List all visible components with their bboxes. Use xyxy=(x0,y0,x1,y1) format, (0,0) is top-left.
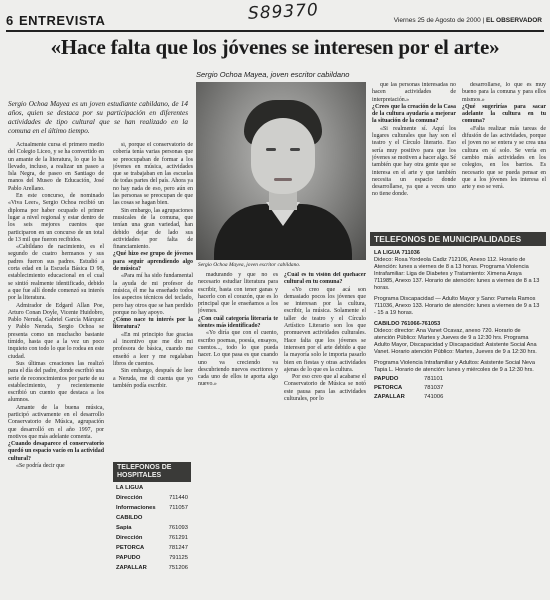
paragraph: «En mi principio fue gracias al incentivo que me dio mi profesora de básica, cuando me enseñó a leer y me regalaban libros de cuentos. xyxy=(113,331,193,367)
municipality-name: LA LIGUA 711036 xyxy=(374,250,420,256)
municipality-phone: 761066-761053 xyxy=(401,321,441,327)
interview-question: ¿Con cuál categoría literaria te sientes más identificado? xyxy=(198,315,278,330)
hospital-name: PAPUDO xyxy=(116,555,141,561)
hospital-name: ZAPALLAR xyxy=(116,565,147,571)
hospital-phone-row xyxy=(113,495,191,502)
municipality-name: PAPUDO xyxy=(374,376,399,382)
paragraph: desarrollarse, lo que es muy bueno para la comuna y para ellos mismos.» xyxy=(462,82,546,103)
municipal-entry xyxy=(370,321,546,356)
interview-question: ¿Cómo nace tu interés por la literatura? xyxy=(113,317,193,331)
municipality-phone: 781101 xyxy=(424,376,443,382)
photo-eye xyxy=(266,148,276,151)
hospital-name: LA LIGUA xyxy=(116,485,144,491)
hospital-phone-row xyxy=(113,515,191,522)
municipal-entry xyxy=(370,250,546,292)
hospital-phone: 791125 xyxy=(169,555,188,561)
paragraph: «Se podría decir que xyxy=(16,463,65,470)
hospital-phone: 711440 xyxy=(169,495,188,501)
photo-face xyxy=(251,118,315,194)
municipal-phones-list xyxy=(370,250,546,401)
hospital-name: Dirección xyxy=(116,535,143,541)
paragraph: «Cabildano de nacimiento, es el segundo de cuatro hermanos y sus padres fueron sus padres. Estudió a corta edad en la Escuela Básica D 98, establecimiento educacional en el cual se sintió realmente identificado, debido a que fue allí donde comenzó su interés por la literatura. xyxy=(8,244,104,302)
hospital-phone-row xyxy=(113,505,191,512)
paragraph: Sus últimas creaciones las realizó para el día del padre, donde escribió una serie de reconocimientos por parte de su establecimiento, y recientemente escribió un cuento que destaca a los alumnos. xyxy=(8,360,104,404)
paragraph: madurando y que no es necesario estudiar literatura para escribir, basta con tener ganas y hacerlo con el corazón, que es lo principal que le enseñamos a los jóvenes. xyxy=(198,272,278,315)
hospital-phone-row xyxy=(113,485,191,492)
article-lead: Sergio Ochoa Mayea es un joven estudiante cabildano, de 14 años, quien se destaca por su participación en diferentes actividades de tipo cultural que se han realizado en la comuna en el último tiempo. xyxy=(8,100,188,135)
paragraph: Admirador de Edgard Allan Poe, Arturo Conan Doyle, Vicente Huidobro, Pablo Neruda, Gabriel García Márquez y Pablo Neruda, Sergio Ochoa se presenta como un muchacho bastante tímido, hasta que a la vez un poco inquieto con todo lo que lo rodea en este ciudad. xyxy=(8,302,104,360)
municipality-name: CABILDO 761066-761053 xyxy=(374,321,441,327)
paragraph: Amante de la buena música, participó activamente en el desarrollo Conservatorio de Música, agrupación que desarrolló en el año 1997, por motivos que más adelante comenta. xyxy=(8,404,104,440)
hospital-name: PETORCA xyxy=(116,545,145,551)
interview-question: ¿Qué sugerirías para sacar adelante la cultura en tu comuna? xyxy=(462,103,546,125)
article-column-3b xyxy=(284,272,366,598)
paragraph: «Yo creo que acá son demasiado pocos los jóvenes que se interesan por la cultura, escribir, la música. Solamente el taller de teatro y el Círculo Artístico Literario son los que promueven actividades culturales. Hace falta que los jóvenes se interesen por el arte debido a que la mayoría solo le importa pasarlo bien en fiestas y otras actividades ajenas de lo que es la cultura. xyxy=(284,286,366,373)
paragraph: sí, porque el conservatorio de cobería tenía varias personas que se preocupaban de formar a los jóvenes en música, actividades que se trabajaban en las escuelas de todas partes del país. Ahora ya no hay nada de eso, pero aún en las personas se preocupan de que las cosas se hagan bien. xyxy=(113,142,193,207)
portrait-photo xyxy=(196,82,366,260)
hospital-phone-row xyxy=(113,535,191,542)
municipal-phones-box xyxy=(370,232,546,577)
hospital-name: Informaciones xyxy=(116,505,156,511)
photo-eye xyxy=(290,148,300,151)
municipal-entry xyxy=(370,360,546,374)
hospital-phone-row xyxy=(113,545,191,552)
newspaper-name: EL OBSERVADOR xyxy=(486,17,542,24)
municipality-name: ZAPALLAR xyxy=(374,394,405,400)
hospital-name: Dirección xyxy=(116,495,143,501)
photo-mouth xyxy=(274,178,292,181)
municipality-phone: 741006 xyxy=(424,394,444,400)
paragraph: Sin embargo, después de leer a Neruda, me di cuenta que yo también podía escribir. xyxy=(113,368,193,389)
header-rule xyxy=(6,30,544,32)
municipality-details: Programa Violencia Intrafamiliar y Adultos: Asistente Social Neva Tapia L. Horario de atención: lunes y miércoles de 9 a 12:30 hrs. xyxy=(374,360,535,373)
hospital-phones-box xyxy=(113,462,191,600)
hospital-phone-row xyxy=(113,555,191,562)
article-column-5 xyxy=(462,82,546,228)
municipal-phone-row xyxy=(370,376,546,383)
hospital-phone: 711057 xyxy=(169,505,188,511)
paragraph: En este concurso, de nominado «Viva Leer», Sergio Ochoa recibió un diploma por haber ocupado el primer lugar a nivel regional y estar dentro de los seis mejores cuentos que participaron en un concurso de un total de 13 mil que fueron recibidos. xyxy=(8,193,104,243)
hospital-phone-row xyxy=(113,525,191,532)
dateline: Viernes 25 de Agosto de 2000 | EL OBSERVADOR xyxy=(393,17,542,24)
hospital-phone: 761093 xyxy=(168,525,188,531)
article-column-3 xyxy=(198,272,278,598)
article-column-1b xyxy=(8,142,104,600)
municipal-phones-title: TELEFONOS DE MUNICIPALIDADES xyxy=(370,232,546,246)
hospital-name: CABILDO xyxy=(116,515,143,521)
municipality-phone: 711036 xyxy=(401,250,420,256)
hospital-phones-list xyxy=(113,485,191,572)
paragraph: Por eso creo que al acabarse el Conservatorio de Música se notó este pausa para las actividades culturales, por lo xyxy=(284,374,366,403)
article-column-1 xyxy=(8,100,188,140)
paragraph: «Para mí ha sido fundamental la ayuda de mi profesor de música, él me ha enseñado todos los aspectos técnicos del teclado, pero hay otros que se han perdido porque no hay apoyo. xyxy=(113,273,193,316)
municipal-phone-row xyxy=(370,394,546,401)
interview-question: ¿Crees que la creación de la Casa de la cultura ayudaría a mejorar la situación de la comuna? xyxy=(372,103,456,125)
municipality-details: Dideco: Rosa Yordeola Cadiz 712106, Anexo 112. Horario de Atención: lunes a viernes de 8 a 13 horas. Programa Violencia Intrafamiliar: Liga de Diabetes y Tratamiento: Ximena Araya 711985, Anexo 137. Horario de atención: lunes a viernes de 8 a 13 horas. xyxy=(374,257,540,291)
municipal-phone-row xyxy=(370,385,546,392)
article-column-2 xyxy=(113,142,193,460)
subhead: Sergio Ochoa Mayea, joven escritor cabildano xyxy=(196,70,350,79)
paragraph: «Yo diría que con el cuento, escribo poemas, poesía, ensayos, cuentos..., todo lo que pueda hacer. Lo que pasa es que cuando uno va creciendo va descubriendo nuevos escritores y cada uno de ellos te aporta algo nuevo.» xyxy=(198,330,278,388)
section-name: ENTREVISTA xyxy=(19,13,106,28)
hospital-phone: 751206 xyxy=(168,565,188,571)
page-number: 6 xyxy=(6,13,14,28)
headline: «Hace falta que los jóvenes se interesen por el arte» xyxy=(50,35,500,59)
paragraph: «Falta realizar más tareas de difusión de las actividades, porque el joven no se entera y se crea una cultura en sí solo. Se vería en cambio más actividades en los colegios, en los barrios. Es necesario que se pueda pensar en que a los jóvenes les interesa el arte y eso se verá. xyxy=(462,125,546,191)
municipality-details: Dideco: director: Ana Vanet Ocavaz, anexo 720. Horario de atención Público: Martes y Jueves de 9 a 12:30 hrs. Programa Adulto Mayor, Discapacidad y Discapacidad: Asistente Social Ana Vanet. Horario atención Público: Martes, Jueves de 9 a 12:30 hrs. xyxy=(374,328,537,355)
handwritten-archive-number: S89370 xyxy=(247,0,320,24)
article-column-4 xyxy=(372,82,456,228)
paragraph: Actualmente cursa el primero medio del Colegio Liceo, y se ha convertido en un amante de la literatura, lo que lo ha llevado, incluso, a realizar un paseo a Isla Negra, de paseo en Santiago de manos del Museo de Educación, José Pablo Arellano. xyxy=(8,142,104,192)
paragraph: «Si realmente sí. Aquí los lugares culturales que hay son el teatro y el Círculo literario. Eso sería muy positivo para que los jóvenes se motiven a hacer algo. Sé también que hay otra gente que se interesa en el arte y que también necesita un espacio donde desarrollarse, ya que a veces uno no tiene donde. xyxy=(372,125,456,198)
hospital-phone: 761291 xyxy=(168,535,188,541)
hospital-phone: 781247 xyxy=(168,545,188,551)
interview-question: ¿Cuando desaparece el conservatorio quedó un espacio vacío en la actividad cultural? xyxy=(8,441,104,462)
photo-caption: Sergio Ochoa Mayea, joven escritor cabildano. xyxy=(198,262,301,268)
municipality-phone: 781037 xyxy=(424,385,444,391)
date-text: Viernes 25 de Agosto de 2000 xyxy=(393,17,481,24)
municipality-details: Programa Discapacidad — Adulto Mayor y Sano: Pamela Ramos 711036, Anexo 133. Horario de atención: lunes a viernes de 9 a 13 - 15 a 19 horas. xyxy=(374,296,540,316)
hospital-name: Sapia xyxy=(116,525,132,531)
paragraph: Sin embargo, las agrupaciones musicales de la comuna, que tenían una gran variedad, han debido dejar de lado sus actividades por falta de financiamiento. xyxy=(113,207,193,251)
municipality-name: PETORCA xyxy=(374,385,403,391)
hospital-phones-title: TELEFONOS DE HOSPITALES xyxy=(113,462,191,482)
paragraph: que las personas interesadas no hacen actividades de interpretación.» xyxy=(372,82,456,103)
hospital-phone-row xyxy=(113,565,191,572)
interview-question: ¿Cuál es tu visión del quehacer cultural en tu comuna? xyxy=(284,272,366,286)
municipal-entry xyxy=(370,296,546,317)
interview-question: ¿Qué hizo ese grupo de jóvenes para seguir aprendiendo algo de música? xyxy=(113,251,193,273)
